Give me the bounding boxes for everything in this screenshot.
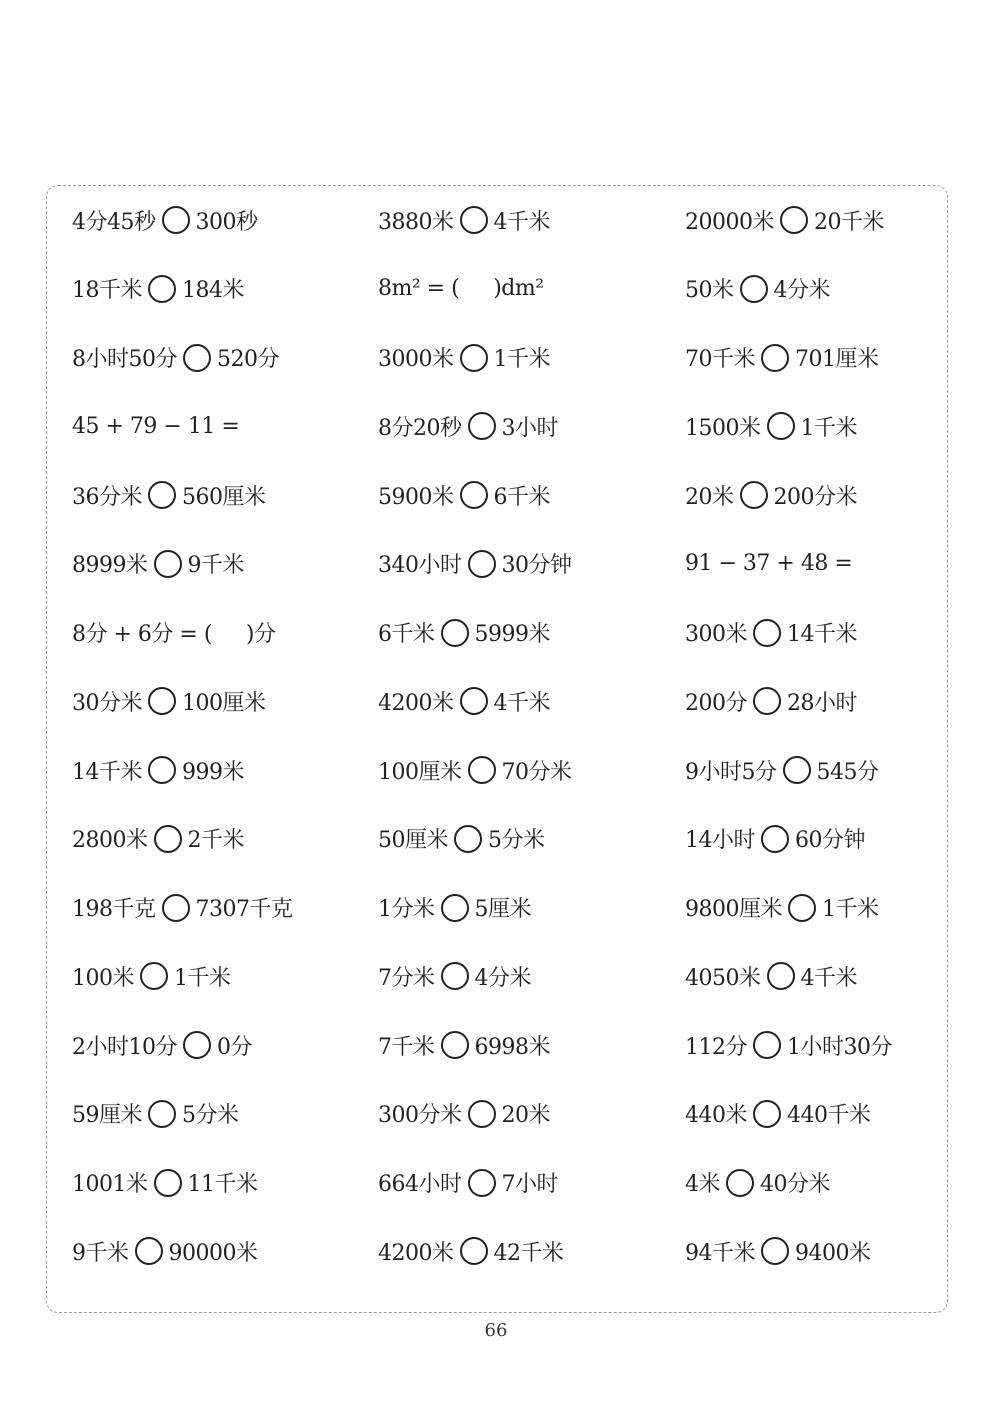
compare-circle[interactable] xyxy=(753,619,781,647)
right-quantity: 40分米 xyxy=(760,1172,830,1197)
left-quantity: 1分米 xyxy=(378,897,435,922)
right-quantity: 440千米 xyxy=(787,1103,871,1129)
right-quantity: 3小时 xyxy=(501,415,558,441)
exercise-item xyxy=(378,1025,550,1065)
left-quantity: 100厘米 xyxy=(378,759,462,785)
left-quantity: 4050米 xyxy=(685,965,761,991)
right-quantity: 0分 xyxy=(217,1034,252,1060)
compare-circle[interactable] xyxy=(162,894,190,922)
compare-circle[interactable] xyxy=(783,756,811,784)
right-quantity: 20米 xyxy=(501,1103,550,1129)
compare-circle[interactable] xyxy=(460,206,488,234)
exercise-item xyxy=(72,406,239,446)
compare-circle[interactable] xyxy=(441,1031,469,1059)
exercise-row xyxy=(72,338,952,378)
left-quantity: 36分米 xyxy=(72,484,142,510)
right-quantity: 4分米 xyxy=(474,965,531,991)
compare-circle[interactable] xyxy=(788,894,816,922)
compare-circle[interactable] xyxy=(148,687,176,715)
exercise-row xyxy=(72,750,952,790)
left-quantity: 20米 xyxy=(685,484,734,510)
left-quantity: 4200米 xyxy=(378,690,454,716)
exercise-item xyxy=(378,475,550,515)
right-quantity: 9400米 xyxy=(795,1240,871,1266)
left-quantity: 14千米 xyxy=(72,759,142,785)
exercise-item xyxy=(72,1025,252,1065)
compare-circle[interactable] xyxy=(753,1031,781,1059)
compare-circle[interactable] xyxy=(460,481,488,509)
exercise-item xyxy=(685,819,865,859)
exercise-item xyxy=(378,1231,564,1271)
compare-circle[interactable] xyxy=(753,687,781,715)
right-quantity: 4分米 xyxy=(773,278,830,304)
exercise-row xyxy=(72,544,952,584)
exercise-item xyxy=(72,613,276,653)
exercise-row xyxy=(72,956,952,996)
right-quantity: 300秒 xyxy=(195,209,258,235)
fill-left: 8分 + 6分 = ( xyxy=(72,622,212,647)
exercise-item xyxy=(685,1025,892,1065)
exercise-item xyxy=(378,819,545,859)
exercise-row xyxy=(72,819,952,859)
left-quantity: 4米 xyxy=(685,1172,720,1197)
left-quantity: 94千米 xyxy=(685,1240,755,1266)
right-quantity: 11千米 xyxy=(187,1172,258,1197)
compare-circle[interactable] xyxy=(441,619,469,647)
right-quantity: 20千米 xyxy=(814,209,884,235)
compare-circle[interactable] xyxy=(183,1031,211,1059)
exercise-item xyxy=(685,888,879,928)
compare-circle[interactable] xyxy=(740,275,768,303)
exercise-item xyxy=(685,1094,871,1134)
compare-circle[interactable] xyxy=(441,894,469,922)
arithmetic-expression: 45 + 79 − 11 = xyxy=(72,413,240,439)
left-quantity: 9千米 xyxy=(72,1240,129,1266)
left-quantity: 300米 xyxy=(685,622,747,647)
right-quantity: 5厘米 xyxy=(474,897,531,922)
fill-right: )分 xyxy=(245,622,276,647)
left-quantity: 3880米 xyxy=(378,209,454,235)
exercise-item xyxy=(72,269,244,309)
exercise-row xyxy=(72,681,952,721)
left-quantity: 20000米 xyxy=(685,209,774,235)
left-quantity: 50厘米 xyxy=(378,828,448,854)
left-quantity: 340小时 xyxy=(378,553,462,579)
left-quantity: 18千米 xyxy=(72,278,142,304)
exercise-item xyxy=(685,269,830,309)
left-quantity: 5900米 xyxy=(378,484,454,510)
right-quantity: 9千米 xyxy=(187,553,244,579)
right-quantity: 520分 xyxy=(217,347,279,372)
exercise-item xyxy=(378,544,572,584)
arithmetic-expression: 91 − 37 + 48 = xyxy=(685,551,853,577)
exercise-item xyxy=(72,475,266,515)
page-number: 66 xyxy=(484,1320,508,1341)
exercise-item xyxy=(685,544,852,584)
right-quantity: 4千米 xyxy=(493,690,550,716)
compare-circle[interactable] xyxy=(767,962,795,990)
left-quantity: 2800米 xyxy=(72,828,148,854)
exercise-row xyxy=(72,269,952,309)
right-quantity: 42千米 xyxy=(493,1240,564,1266)
exercise-item xyxy=(72,1163,258,1203)
exercise-row xyxy=(72,475,952,515)
left-quantity: 7千米 xyxy=(378,1034,435,1060)
left-quantity: 1500米 xyxy=(685,415,761,441)
right-quantity: 560厘米 xyxy=(182,484,266,510)
left-quantity: 1001米 xyxy=(72,1172,148,1197)
compare-circle[interactable] xyxy=(761,344,789,372)
right-quantity: 30分钟 xyxy=(501,553,572,579)
left-quantity: 4200米 xyxy=(378,1240,454,1266)
exercise-row xyxy=(72,888,952,928)
compare-circle[interactable] xyxy=(780,206,808,234)
exercise-item xyxy=(685,613,857,653)
right-quantity: 1小时30分 xyxy=(787,1034,892,1060)
right-quantity: 6998米 xyxy=(474,1034,550,1060)
right-quantity: 1千米 xyxy=(174,965,231,991)
exercise-item xyxy=(685,681,857,721)
right-quantity: 4千米 xyxy=(800,965,857,991)
exercise-row xyxy=(72,1025,952,1065)
exercise-item xyxy=(378,888,531,928)
right-quantity: 701厘米 xyxy=(795,347,879,372)
exercise-item xyxy=(72,888,293,928)
right-quantity: 60分钟 xyxy=(795,828,865,854)
fill-right: )dm² xyxy=(493,276,544,302)
exercise-item xyxy=(378,269,544,309)
compare-circle[interactable] xyxy=(468,1169,496,1197)
right-quantity: 6千米 xyxy=(493,484,550,510)
compare-circle[interactable] xyxy=(148,756,176,784)
right-quantity: 28小时 xyxy=(787,690,857,716)
exercise-row xyxy=(72,1163,952,1203)
left-quantity: 664小时 xyxy=(378,1172,462,1197)
exercise-item xyxy=(685,475,857,515)
compare-circle[interactable] xyxy=(154,550,182,578)
exercise-item xyxy=(72,200,258,240)
exercise-item xyxy=(378,613,550,653)
compare-circle[interactable] xyxy=(154,1169,182,1197)
exercise-row xyxy=(72,1231,952,1271)
compare-circle[interactable] xyxy=(753,1100,781,1128)
left-quantity: 8小时50分 xyxy=(72,347,177,372)
left-quantity: 3000米 xyxy=(378,347,454,372)
right-quantity: 90000米 xyxy=(168,1240,258,1266)
exercise-item xyxy=(685,406,857,446)
right-quantity: 5999米 xyxy=(474,622,550,647)
exercise-item xyxy=(72,819,244,859)
exercise-item xyxy=(685,1231,871,1271)
compare-circle[interactable] xyxy=(460,687,488,715)
left-quantity: 70千米 xyxy=(685,347,755,372)
compare-circle[interactable] xyxy=(767,412,795,440)
exercise-item xyxy=(378,406,558,446)
left-quantity: 50米 xyxy=(685,278,734,304)
right-quantity: 70分米 xyxy=(501,759,572,785)
exercise-row xyxy=(72,613,952,653)
compare-circle[interactable] xyxy=(135,1237,163,1265)
compare-circle[interactable] xyxy=(460,1237,488,1265)
left-quantity: 198千克 xyxy=(72,897,156,922)
exercise-item xyxy=(685,200,884,240)
compare-circle[interactable] xyxy=(183,344,211,372)
exercise-row xyxy=(72,406,952,446)
left-quantity: 7分米 xyxy=(378,965,435,991)
exercise-item xyxy=(72,750,244,790)
left-quantity: 200分 xyxy=(685,690,747,716)
compare-circle[interactable] xyxy=(148,481,176,509)
right-quantity: 545分 xyxy=(816,759,879,785)
left-quantity: 8999米 xyxy=(72,553,148,579)
left-quantity: 2小时10分 xyxy=(72,1034,177,1060)
right-quantity: 1千米 xyxy=(822,897,879,922)
compare-circle[interactable] xyxy=(154,825,182,853)
exercise-item xyxy=(72,681,266,721)
left-quantity: 30分米 xyxy=(72,690,142,716)
exercise-item xyxy=(378,1094,550,1134)
exercise-item xyxy=(72,338,279,378)
right-quantity: 5分米 xyxy=(182,1103,239,1129)
compare-circle[interactable] xyxy=(468,550,496,578)
left-quantity: 100米 xyxy=(72,965,134,991)
exercise-item xyxy=(72,1094,239,1134)
compare-circle[interactable] xyxy=(454,825,482,853)
right-quantity: 2千米 xyxy=(187,828,244,854)
compare-circle[interactable] xyxy=(460,344,488,372)
exercise-item xyxy=(685,338,879,378)
compare-circle[interactable] xyxy=(761,825,789,853)
exercise-item xyxy=(72,956,231,996)
left-quantity: 6千米 xyxy=(378,622,435,647)
right-quantity: 4千米 xyxy=(493,209,550,235)
exercise-item xyxy=(685,956,857,996)
left-quantity: 14小时 xyxy=(685,828,755,854)
left-quantity: 112分 xyxy=(685,1034,747,1060)
exercise-row xyxy=(72,1094,952,1134)
exercise-item xyxy=(378,200,550,240)
right-quantity: 1千米 xyxy=(493,347,550,372)
exercise-item xyxy=(378,956,531,996)
exercise-item xyxy=(685,1163,830,1203)
exercise-item xyxy=(72,1231,258,1271)
compare-circle[interactable] xyxy=(726,1169,754,1197)
left-quantity: 8分20秒 xyxy=(378,415,462,441)
right-quantity: 7307千克 xyxy=(195,897,293,922)
right-quantity: 184米 xyxy=(182,278,244,304)
right-quantity: 999米 xyxy=(182,759,244,785)
exercise-item xyxy=(378,1163,558,1203)
left-quantity: 9小时5分 xyxy=(685,759,777,785)
right-quantity: 5分米 xyxy=(488,828,545,854)
left-quantity: 440米 xyxy=(685,1103,747,1129)
left-quantity: 4分45秒 xyxy=(72,209,156,235)
right-quantity: 7小时 xyxy=(501,1172,558,1197)
exercise-item xyxy=(378,338,550,378)
right-quantity: 100厘米 xyxy=(182,690,266,716)
exercise-row xyxy=(72,200,952,240)
compare-circle[interactable] xyxy=(468,412,496,440)
compare-circle[interactable] xyxy=(148,1100,176,1128)
compare-circle[interactable] xyxy=(468,1100,496,1128)
left-quantity: 300分米 xyxy=(378,1103,462,1129)
compare-circle[interactable] xyxy=(140,962,168,990)
compare-circle[interactable] xyxy=(468,756,496,784)
fill-left: 8m² = ( xyxy=(378,276,460,302)
compare-circle[interactable] xyxy=(761,1237,789,1265)
exercise-item xyxy=(378,681,550,721)
exercise-item xyxy=(378,750,572,790)
exercise-item xyxy=(685,750,879,790)
compare-circle[interactable] xyxy=(441,962,469,990)
compare-circle[interactable] xyxy=(740,481,768,509)
left-quantity: 59厘米 xyxy=(72,1103,142,1129)
right-quantity: 14千米 xyxy=(787,622,857,647)
right-quantity: 1千米 xyxy=(800,415,857,441)
compare-circle[interactable] xyxy=(162,206,190,234)
compare-circle[interactable] xyxy=(148,275,176,303)
exercise-item xyxy=(72,544,244,584)
left-quantity: 9800厘米 xyxy=(685,897,782,922)
right-quantity: 200分米 xyxy=(773,484,857,510)
